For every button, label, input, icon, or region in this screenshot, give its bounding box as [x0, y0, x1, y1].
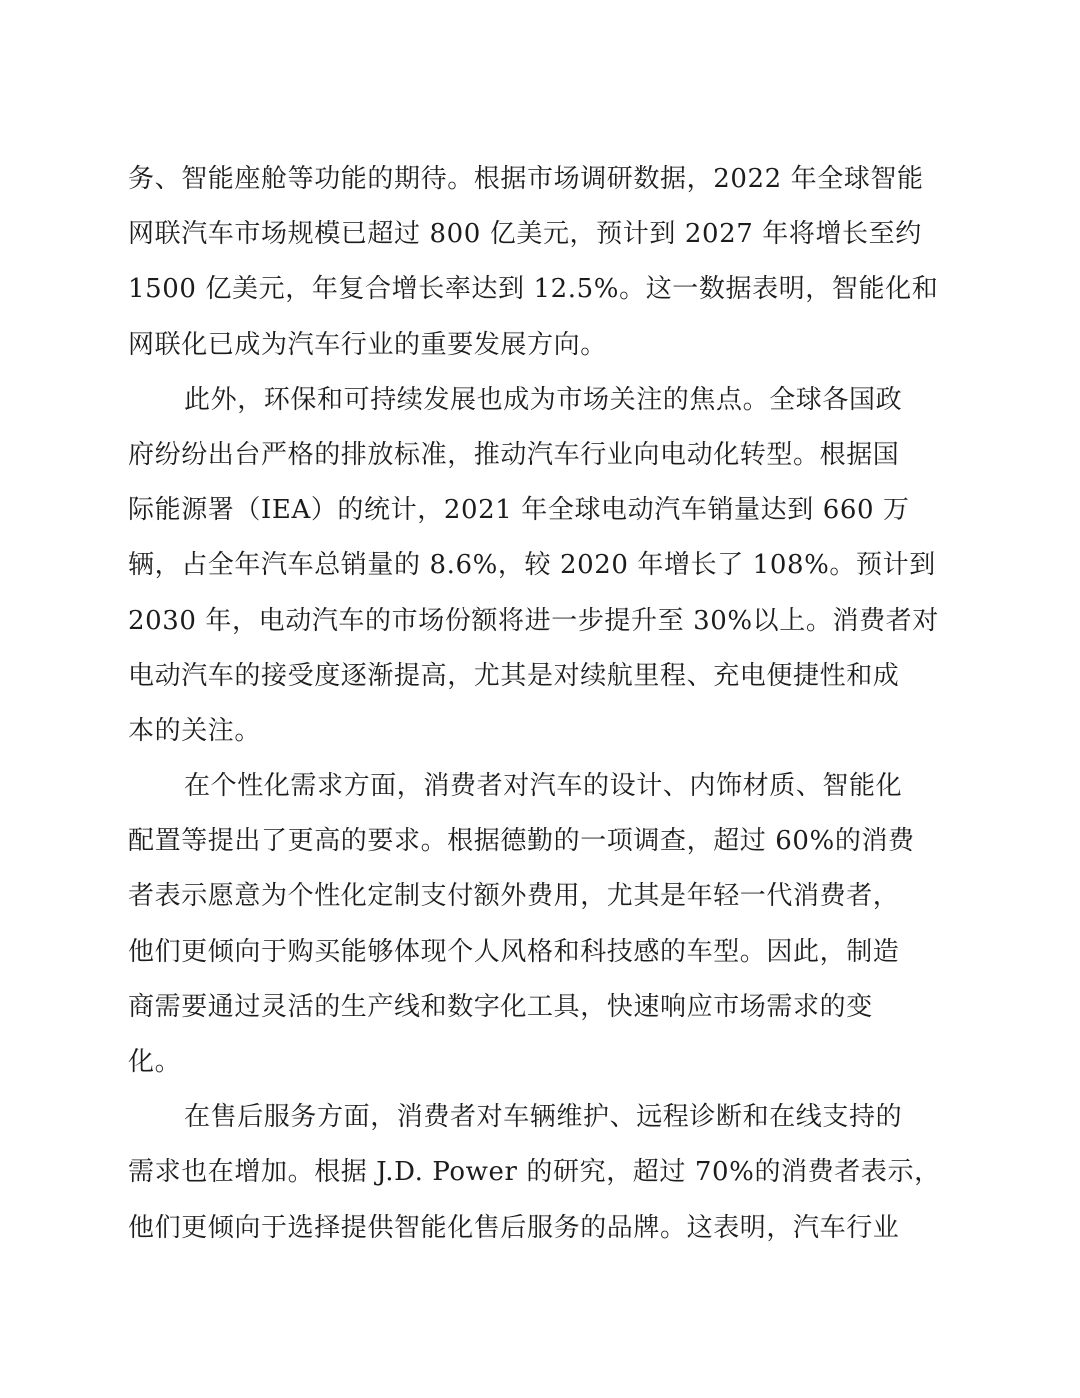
text-line: 网联化已成为汽车行业的重要发展方向。	[128, 329, 607, 360]
text-line: 本的关注。	[128, 715, 262, 746]
text-line: 他们更倾向于选择提供智能化售后服务的品牌。这表明，汽车行业	[128, 1212, 900, 1243]
text-line: 他们更倾向于购买能够体现个人风格和科技感的车型。因此，制造	[128, 936, 900, 967]
text-line: 化。	[128, 1047, 182, 1077]
text-line: 此外，环保和可持续发展也成为市场关注的焦点。全球各国政	[184, 384, 903, 415]
text-line: 务、智能座舱等功能的期待。根据市场调研数据，2022 年全球智能	[128, 164, 924, 194]
text-line: 在售后服务方面，消费者对车辆维护、远程诊断和在线支持的	[184, 1102, 903, 1133]
text-line: 在个性化需求方面，消费者对汽车的设计、内饰材质、智能化	[184, 771, 903, 802]
text-line: 商需要通过灵活的生产线和数字化工具，快速响应市场需求的变	[128, 991, 873, 1022]
text-line: 电动汽车的接受度逐渐提高，尤其是对续航里程、充电便捷性和成	[128, 660, 900, 691]
text-line: 辆，占全年汽车总销量的 8.6%，较 2020 年增长了 108%。预计到	[128, 550, 936, 581]
document-body	[128, 152, 952, 1256]
text-line: 配置等提出了更高的要求。根据德勤的一项调查，超过 60%的消费	[128, 826, 915, 857]
text-line: 需求也在增加。根据 J.D. Power 的研究，超过 70%的消费者表示，	[128, 1157, 941, 1188]
text-line: 府纷纷出台严格的排放标准，推动汽车行业向电动化转型。根据国	[128, 439, 900, 470]
text-line: 1500 亿美元，年复合增长率达到 12.5%。这一数据表明，智能化和	[128, 274, 939, 305]
text-line: 者表示愿意为个性化定制支付额外费用，尤其是年轻一代消费者，	[128, 881, 900, 912]
text-line: 际能源署（IEA）的统计，2021 年全球电动汽车销量达到 660 万	[128, 495, 910, 526]
text-line: 2030 年，电动汽车的市场份额将进一步提升至 30%以上。消费者对	[128, 605, 939, 636]
text-line: 网联汽车市场规模已超过 800 亿美元，预计到 2027 年将增长至约	[128, 219, 922, 250]
